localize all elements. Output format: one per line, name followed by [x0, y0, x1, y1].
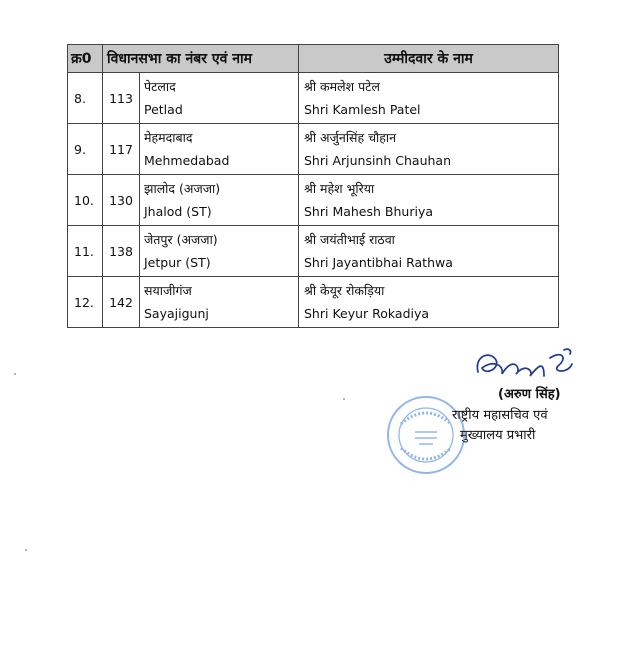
scan-speck [343, 398, 345, 400]
candidate-cell [299, 226, 559, 277]
candidate-cell [299, 73, 559, 124]
constituency-number: 113 [103, 73, 140, 123]
candidate-cell [299, 124, 559, 175]
constituency-name-hindi: झालोद (अजजा) [144, 181, 221, 196]
constituency-name-english: Sayajigunj [144, 306, 209, 321]
header-constituency: विधानसभा का नंबर एवं नाम [103, 45, 299, 73]
candidate-name-hindi: श्री जयंतीभाई राठवा [304, 232, 395, 247]
constituency-name-english: Petlad [144, 102, 183, 117]
candidate-name-english: Shri Arjunsinh Chauhan [304, 153, 451, 168]
constituency-number: 130 [103, 175, 140, 225]
scan-speck [14, 373, 16, 375]
table-row [68, 175, 559, 226]
candidate-cell [299, 175, 559, 226]
signatory-name: (अरुण सिंह) [498, 387, 561, 402]
table-row [68, 226, 559, 277]
candidate-name-hindi: श्री केयूर रोकड़िया [304, 283, 385, 298]
candidate-cell [299, 277, 559, 328]
constituency-number: 142 [103, 277, 140, 327]
candidate-name-hindi: श्री कमलेश पटेल [304, 79, 380, 94]
constituency-cell [103, 175, 299, 226]
constituency-name-hindi: सयाजीगंज [144, 283, 192, 298]
header-candidate: उम्मीदवार के नाम [299, 45, 559, 73]
serial-number: 9. [68, 124, 103, 175]
table-header-row [68, 45, 559, 73]
constituency-cell [103, 124, 299, 175]
constituency-number: 117 [103, 124, 140, 174]
constituency-number: 138 [103, 226, 140, 276]
candidate-name-english: Shri Jayantibhai Rathwa [304, 255, 453, 270]
serial-number: 8. [68, 73, 103, 124]
serial-number: 10. [68, 175, 103, 226]
constituency-cell [103, 277, 299, 328]
candidate-name-english: Shri Kamlesh Patel [304, 102, 421, 117]
constituency-name-english: Mehmedabad [144, 153, 230, 168]
signatory-title-line2: मुख्यालय प्रभारी [460, 428, 536, 443]
constituency-cell [103, 226, 299, 277]
candidate-name-hindi: श्री अर्जुनसिंह चौहान [304, 130, 397, 145]
constituency-name-hindi: पेटलाद [144, 79, 176, 94]
header-serial: क्र0 [68, 45, 103, 73]
signature [472, 346, 582, 386]
candidate-table [67, 44, 559, 328]
constituency-cell [103, 73, 299, 124]
constituency-name-hindi: जेतपुर (अजजा) [144, 232, 218, 247]
scan-speck [25, 549, 27, 551]
constituency-name-english: Jetpur (ST) [144, 255, 211, 270]
table-row [68, 277, 559, 328]
table-row [68, 73, 559, 124]
signature-scrawl [472, 346, 582, 386]
candidate-name-hindi: श्री महेश भूरिया [304, 181, 375, 196]
signatory-title-line1: राष्ट्रीय महासचिव एवं [452, 408, 548, 423]
serial-number: 12. [68, 277, 103, 328]
serial-number: 11. [68, 226, 103, 277]
table-row [68, 124, 559, 175]
candidate-name-english: Shri Mahesh Bhuriya [304, 204, 433, 219]
constituency-name-hindi: मेहमदाबाद [144, 130, 193, 145]
candidate-name-english: Shri Keyur Rokadiya [304, 306, 430, 321]
constituency-name-english: Jhalod (ST) [144, 204, 212, 219]
